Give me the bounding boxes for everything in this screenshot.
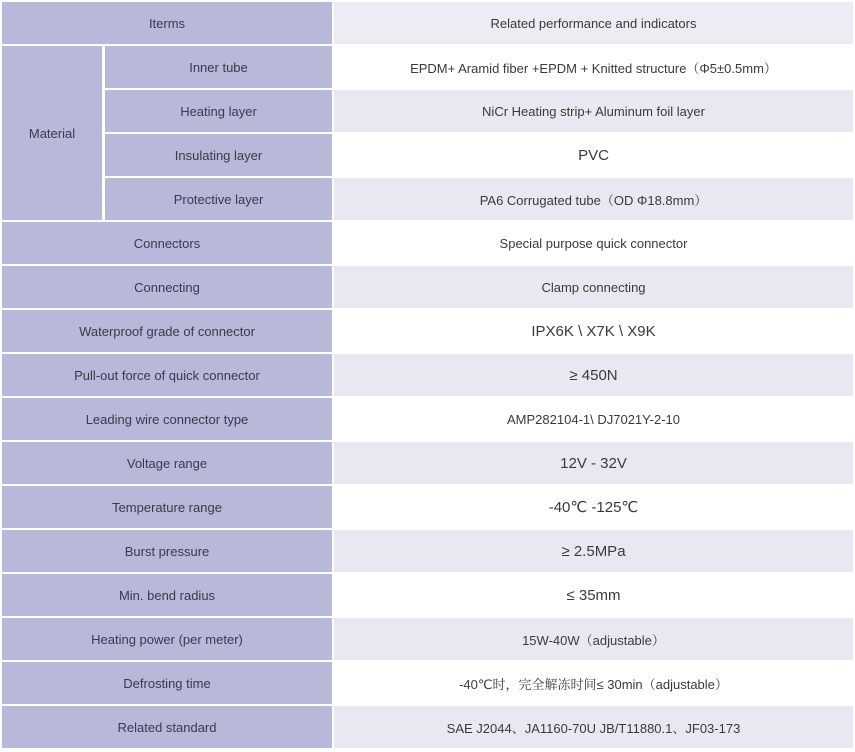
row-label: Connecting [2,266,334,310]
row-label: Min. bend radius [2,574,334,618]
row-value: -40℃ -125℃ [334,486,853,530]
row-label: Temperature range [2,486,334,530]
table-row [2,662,853,706]
row-value: Special purpose quick connector [334,222,853,266]
table-row [2,266,853,310]
row-label: Heating power (per meter) [2,618,334,662]
table-row [2,134,853,178]
table-row [2,398,853,442]
table-row [2,222,853,266]
material-label: Material [2,46,104,222]
row-label: Pull-out force of quick connector [2,354,334,398]
value-header: Related performance and indicators [334,2,853,46]
table-row [2,178,853,222]
table-row [2,310,853,354]
material-part-value: NiCr Heating strip+ Aluminum foil layer [334,90,853,134]
row-label: Voltage range [2,442,334,486]
row-label: Related standard [2,706,334,750]
table-row [2,90,853,134]
row-value: 15W-40W（adjustable） [334,618,853,662]
table-row [2,354,853,398]
table-row [2,618,853,662]
row-label: Defrosting time [2,662,334,706]
row-value: AMP282104-1\ DJ7021Y-2-10 [334,398,853,442]
row-label: Waterproof grade of connector [2,310,334,354]
table-row [2,530,853,574]
spec-table [2,2,853,750]
header-row [2,2,853,46]
row-value: ≥ 2.5MPa [334,530,853,574]
material-part-value: EPDM+ Aramid fiber +EPDM + Knitted structure（Φ5±0.5mm） [334,46,853,90]
table-row [2,486,853,530]
material-part-label: Heating layer [104,90,334,134]
material-part-value: PVC [334,134,853,178]
row-value: 12V - 32V [334,442,853,486]
row-value: ≥ 450N [334,354,853,398]
row-value: ≤ 35mm [334,574,853,618]
row-label: Leading wire connector type [2,398,334,442]
row-value: SAE J2044、JA1160-70U JB/T11880.1、JF03-173 [334,706,853,750]
items-header: Iterms [2,2,334,46]
table-row [2,46,853,90]
row-label: Burst pressure [2,530,334,574]
material-part-label: Protective layer [104,178,334,222]
row-value: IPX6K \ X7K \ X9K [334,310,853,354]
table-row [2,442,853,486]
row-value: Clamp connecting [334,266,853,310]
row-label: Connectors [2,222,334,266]
material-part-label: Inner tube [104,46,334,90]
material-part-value: PA6 Corrugated tube（OD Φ18.8mm） [334,178,853,222]
row-value: -40℃时，完全解冻时间≤ 30min（adjustable） [334,662,853,706]
material-part-label: Insulating layer [104,134,334,178]
table-row [2,574,853,618]
table-row [2,706,853,750]
